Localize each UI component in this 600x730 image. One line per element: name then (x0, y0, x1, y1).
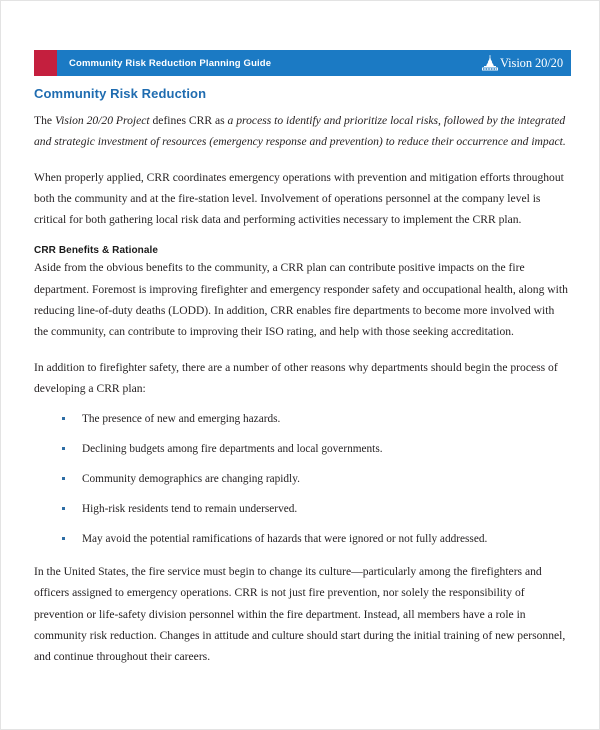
header-blue-bar (57, 50, 571, 76)
definition-mid: defines CRR as (149, 114, 228, 127)
list-item (62, 440, 571, 458)
definition-project-name: Vision 20/20 Project (54, 114, 150, 127)
subheading-benefits-rationale: CRR Benefits & Rationale (34, 245, 159, 257)
paragraph-definition (34, 110, 571, 152)
header-red-accent-block (34, 50, 57, 76)
definition-lead: The (34, 114, 55, 127)
page-title: Community Risk Reduction (34, 86, 207, 101)
bullet-square-icon (62, 417, 65, 420)
list-item-text: Declining budgets among fire departments and local governments. (82, 443, 383, 456)
list-item-text: The presence of new and emerging hazards. (82, 413, 281, 426)
list-item-text: May avoid the potential ramifications of hazards that were ignored or not fully addressed. (82, 533, 488, 546)
vision-2020-logo-text: Vision 20/20 (500, 55, 563, 70)
vision-2020-logo (481, 55, 563, 71)
header-title: Community Risk Reduction Planning Guide (69, 57, 272, 69)
list-item-text: Community demographics are changing rapidly. (82, 473, 300, 486)
page-header (34, 50, 571, 76)
list-item (62, 410, 571, 428)
reasons-bullet-list (34, 410, 571, 548)
bullet-square-icon (62, 537, 65, 540)
definition-quote: a process to identify and prioritize local risks, followed by the integrated and strategic investment of resources (emergency response and prevention) to reduce their occurrence and impact. (34, 114, 566, 149)
bullet-square-icon (62, 447, 65, 450)
bullet-square-icon (62, 477, 65, 480)
list-item (62, 470, 571, 488)
paragraph-list-intro: In addition to firefighter safety, there are a number of other reasons why departments should begin the process of developing a CRR plan: (34, 360, 558, 395)
list-item (62, 530, 571, 548)
paragraph-benefits: Aside from the obvious benefits to the community, a CRR plan can contribute positive impacts on the fire department. Foremost is improving firefighter and emergency responder safety and occupational health, along with reducing line-of-duty deaths (LODD). In addition, CRR enables fire departments to become more involved with the community, can contribute to improving their ISO rating, and help with those seeking accreditation. (34, 261, 568, 338)
list-item (62, 500, 571, 518)
paragraph-closing: In the United States, the fire service must begin to change its culture—particularly among the firefighters and officers assigned to emergency operations. CRR is not just fire prevention, nor solely the responsibility of prevention or life-safety division personnel within the fire department. Instead, all members have a role in community risk reduction. Changes in attitude and culture should start during the initial training of new personnel, and continue throughout their careers. (34, 565, 566, 663)
paragraph-applied: When properly applied, CRR coordinates emergency operations with prevention and mitigation efforts throughout both the community and at the fire-station level. Involvement of operations personnel at the company level is critical for both gathering local risk data and performing activities necessary to implement the CRR plan. (34, 171, 564, 227)
tower-icon (481, 55, 499, 71)
document-body (34, 86, 571, 667)
list-item-text: High-risk residents tend to remain underserved. (82, 503, 298, 516)
bullet-square-icon (62, 507, 65, 510)
